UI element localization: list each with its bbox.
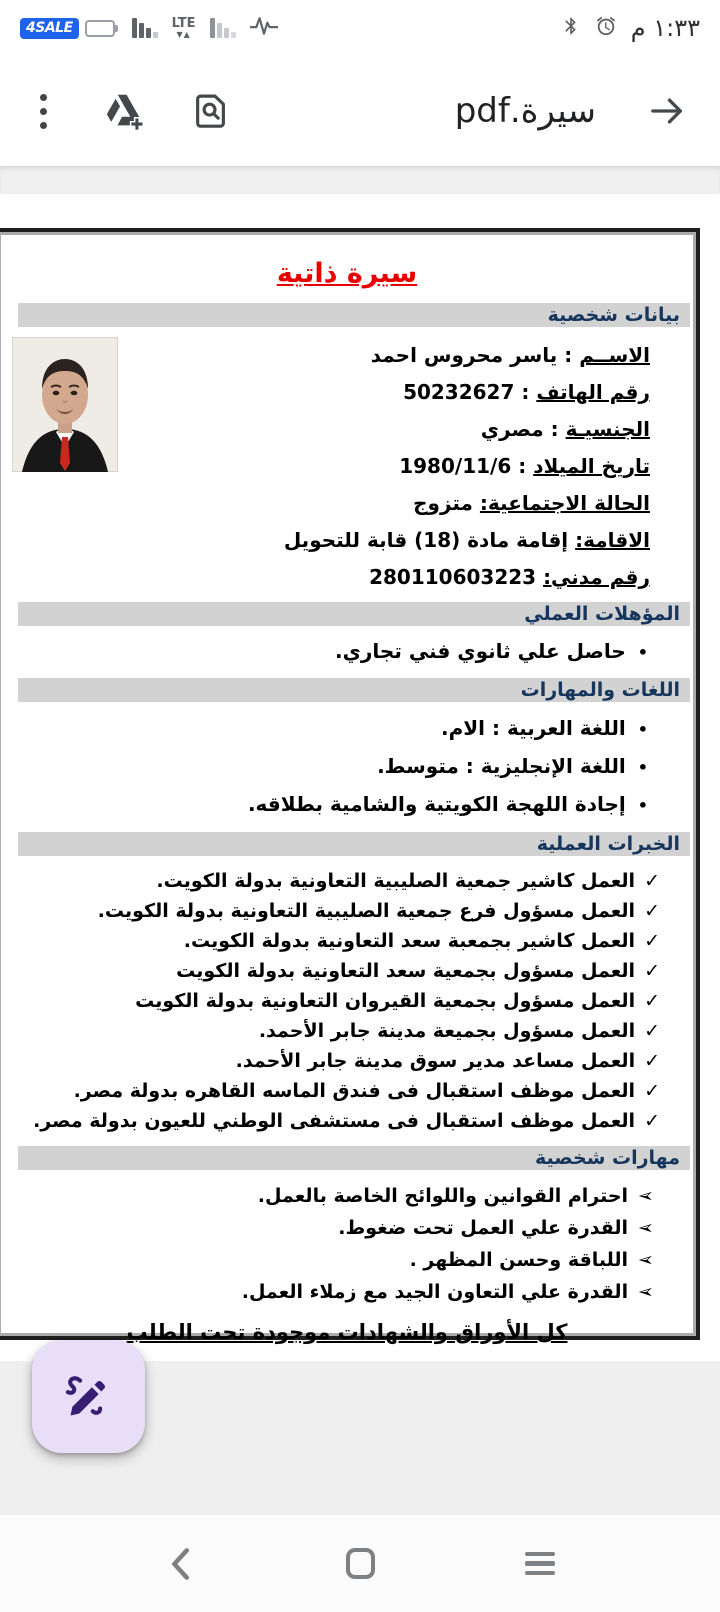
section-header-experience: الخبرات العملية [18, 832, 690, 856]
status-left-cluster [20, 15, 278, 41]
list-item: ➢القدرة علي العمل تحت ضغوط. [0, 1212, 696, 1244]
back-chevron-icon [168, 1547, 192, 1581]
signal-bars-secondary-icon [210, 18, 236, 38]
check-icon: ✓ [644, 930, 660, 952]
find-in-document-button[interactable] [191, 88, 233, 134]
qualifications-list [0, 626, 696, 678]
recents-icon [525, 1552, 555, 1576]
arrow-bullet-icon: ➢ [638, 1249, 654, 1271]
list-item: •اللغة الإنجليزية : متوسط. [377, 754, 648, 778]
android-nav-bar [0, 1515, 720, 1612]
list-item: ✓العمل كاشير بجمعبة سعد التعاونية بدولة الكويت. [183, 930, 660, 952]
arrow-bullet-icon: ➢ [638, 1217, 654, 1239]
field-residency: الاقامة: إقامة مادة (18) قابة للتحويل [283, 528, 650, 552]
field-name: الاســم : ياسر محروس احمد [370, 343, 650, 367]
list-item: ✓العمل موظف استقبال فى مستشفى الوطني للعيون بدولة مصر. [33, 1110, 660, 1132]
list-item: •حاصل علي ثانوي فني تجاري. [334, 639, 648, 663]
list-item: ➢احترام القوانين واللوائح الخاصة بالعمل. [0, 1180, 696, 1212]
nav-recents-button[interactable] [500, 1515, 580, 1612]
list-item: ✓العمل مسؤول بجميعة مدينة جابر الأحمد. [258, 1020, 660, 1042]
section-header-languages: اللغات والمهارات [18, 678, 690, 702]
documents-available-note: كل الأوراق والشهادات موجودة تحت الطلب [126, 1320, 568, 1344]
clock-time: ١:٣٣ م [630, 14, 700, 42]
battery-icon [85, 20, 118, 37]
list-item: ✓العمل مسؤول بجمعية سعد التعاونية بدولة الكويت [176, 960, 660, 982]
cv-title: سيرة ذاتية [276, 258, 418, 289]
check-icon: ✓ [644, 900, 660, 922]
nav-back-button[interactable] [140, 1515, 220, 1612]
status-right-cluster [561, 14, 700, 42]
section-header-personal-data: بيانات شخصية [18, 303, 690, 327]
bullet-icon: • [637, 720, 648, 739]
field-nationality: الجنسيـة : مصري [480, 417, 650, 441]
check-icon: ✓ [644, 1110, 660, 1132]
signal-bars-icon [132, 18, 158, 38]
ecg-waveform-icon [250, 15, 278, 41]
personal-data-section [0, 327, 696, 602]
field-marital-status: الحالة الاجتماعية: متزوج [413, 491, 650, 515]
list-item: ➢اللباقة وحسن المظهر . [0, 1244, 696, 1276]
lte-indicator: LTE ▼▲ [171, 16, 196, 39]
field-phone: رقم الهاتف : 50232627 [403, 380, 650, 404]
section-header-qualifications: المؤهلات العملي [18, 602, 690, 626]
list-item: ➢القدرة علي التعاون الجيد مع زملاء العمل. [0, 1276, 696, 1308]
check-icon: ✓ [644, 1050, 660, 1072]
document-title: سيرة.pdf [454, 91, 596, 131]
arrow-bullet-icon: ➢ [638, 1281, 654, 1303]
personal-skills-list [0, 1170, 696, 1312]
list-item: ✓العمل مساعد مدير سوق مدينة جابر الأحمد. [235, 1050, 660, 1072]
overflow-menu-button[interactable] [26, 84, 61, 139]
bullet-icon: • [637, 796, 648, 815]
list-item: ✓العمل مسؤول بجمعية القيروان التعاونية بدولة الكويت [135, 990, 660, 1012]
list-item: ✓العمل موظف استقبال فى فندق الماسه القاهره بدولة مصر. [73, 1080, 660, 1102]
bullet-icon: • [637, 758, 648, 777]
list-item: •إجادة اللهجة الكويتية والشامية بطلاقه. [247, 792, 648, 816]
lte-arrows-icon: ▼▲ [176, 30, 191, 39]
list-item: •اللغة العربية : الام. [441, 716, 648, 740]
viewer-top-gap [0, 166, 720, 194]
portrait-photo [12, 337, 118, 472]
arrow-bullet-icon: ➢ [638, 1185, 654, 1207]
nav-home-button[interactable] [320, 1515, 400, 1612]
check-icon: ✓ [644, 1080, 660, 1102]
languages-list [0, 702, 696, 832]
bullet-icon: • [637, 643, 648, 662]
pdf-viewer-toolbar [0, 56, 720, 166]
add-to-drive-button[interactable] [101, 88, 151, 134]
back-arrow-button[interactable] [644, 91, 690, 131]
list-item: ✓العمل مسؤول فرع جمعية الصليبية التعاونية بدولة الكويت. [97, 900, 660, 922]
pdf-page[interactable] [0, 228, 700, 1344]
home-icon [346, 1548, 375, 1579]
field-civil-id: رقم مدني: 280110603223 [369, 565, 650, 589]
stylus-note-icon [60, 1368, 118, 1426]
check-icon: ✓ [644, 990, 660, 1012]
check-icon: ✓ [644, 870, 660, 892]
list-item: ✓العمل كاشير جمعية الصليبية التعاونية بدولة الكويت. [156, 870, 660, 892]
carrier-badge: 4SALE [20, 18, 79, 39]
bluetooth-icon [561, 15, 581, 41]
check-icon: ✓ [644, 1020, 660, 1042]
alarm-icon [595, 15, 617, 41]
section-header-personal-skills: مهارات شخصية [18, 1146, 690, 1170]
field-birthdate: تاريخ الميلاد : 1980/11/6 [399, 454, 650, 478]
check-icon: ✓ [644, 960, 660, 982]
annotate-fab[interactable] [32, 1340, 145, 1453]
experience-list [0, 856, 696, 1146]
status-bar [0, 0, 720, 56]
